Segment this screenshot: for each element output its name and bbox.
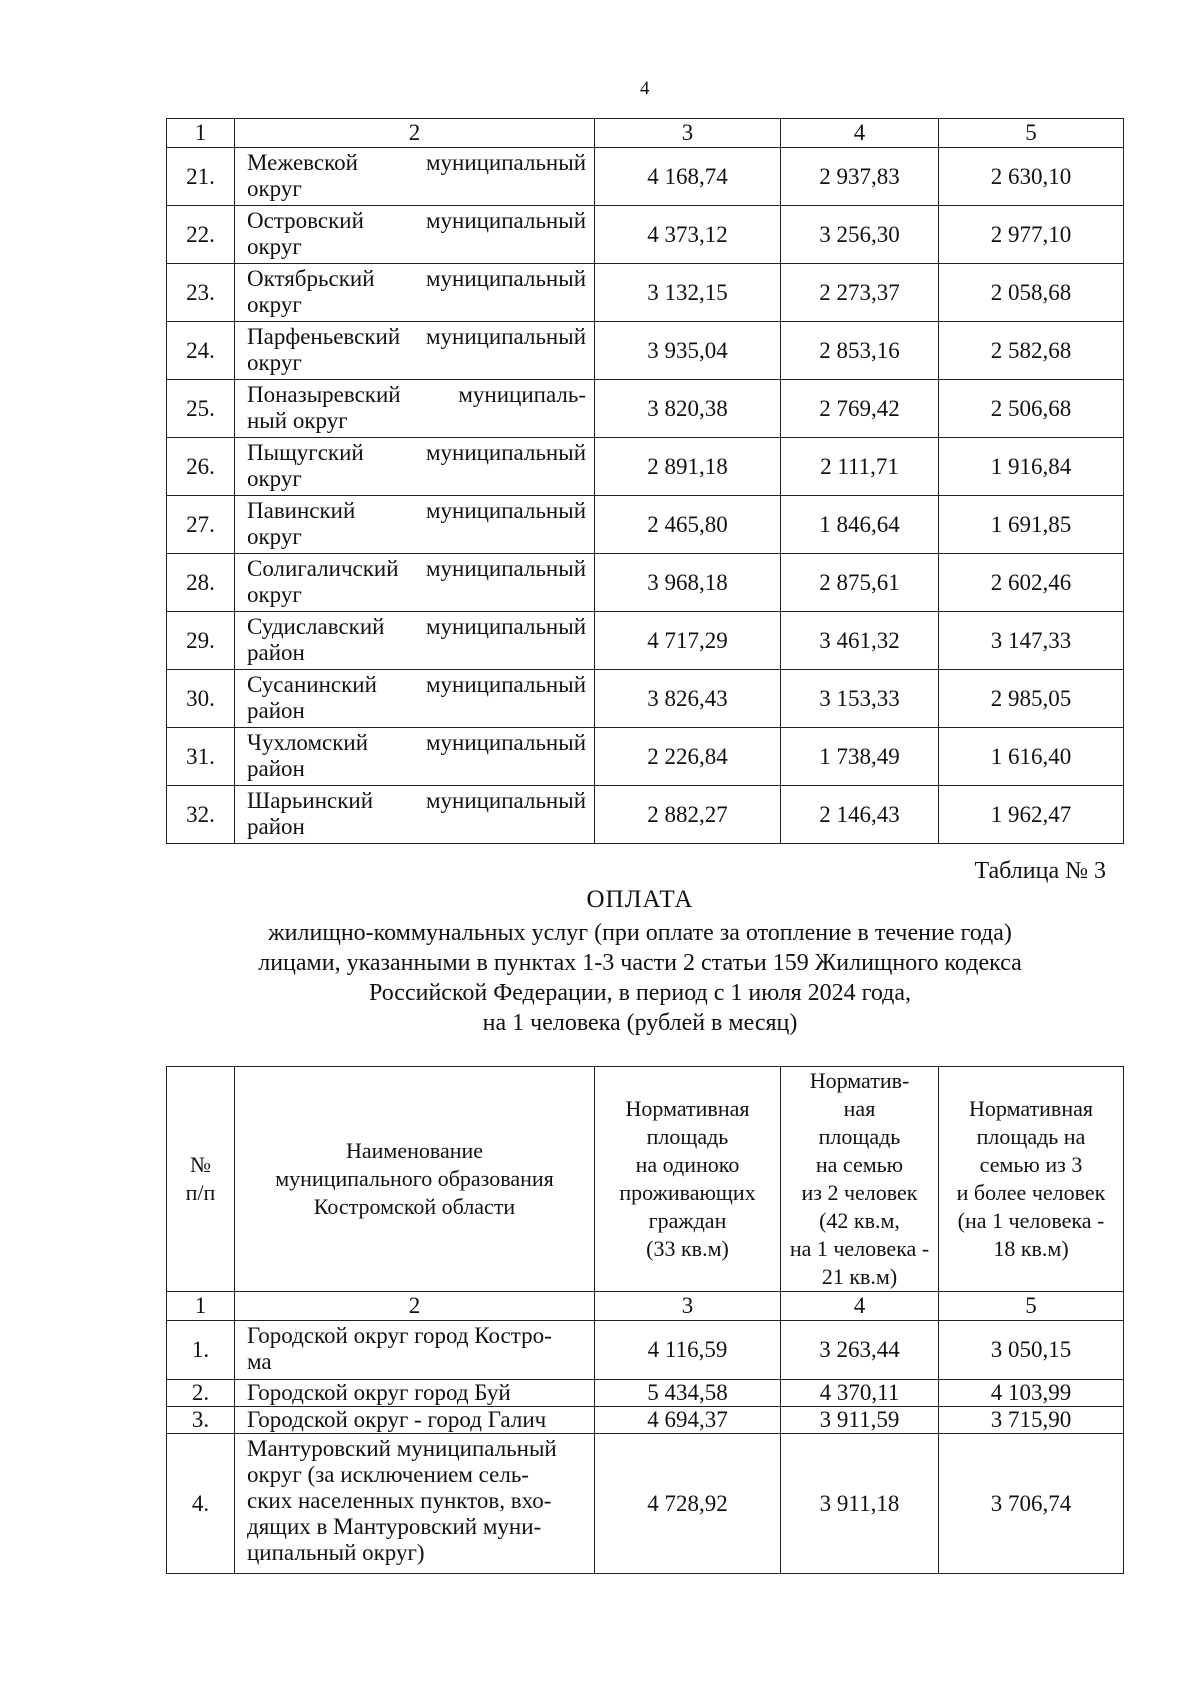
- index-cell: 3: [595, 1292, 781, 1321]
- name-line: Городской округ город Костро-: [247, 1323, 552, 1348]
- table-label: Таблица № 3: [974, 858, 1106, 884]
- name-part: муниципальный: [425, 498, 586, 523]
- municipality-name: [235, 1407, 595, 1434]
- header-line: 18 кв.м): [993, 1236, 1069, 1261]
- row-number: 27.: [167, 496, 235, 554]
- table-3-header-row: [167, 1067, 1124, 1292]
- table-row: [167, 496, 1124, 554]
- row-number: 2.: [167, 1380, 235, 1407]
- name-part: Октябрьский: [247, 266, 375, 291]
- row-number: 29.: [167, 612, 235, 670]
- table-row: [167, 206, 1124, 264]
- value-single: 2 465,80: [595, 496, 781, 554]
- name-part: округ: [247, 582, 302, 607]
- row-number: 23.: [167, 264, 235, 322]
- index-cell: 4: [781, 1292, 939, 1321]
- row-number: 25.: [167, 380, 235, 438]
- municipality-name: [235, 322, 595, 380]
- row-number: 24.: [167, 322, 235, 380]
- value-single: 3 968,18: [595, 554, 781, 612]
- value-three: 2 506,68: [939, 380, 1124, 438]
- name-part: район: [247, 756, 305, 781]
- header-number-cell: [167, 1067, 235, 1292]
- value-three: 3 147,33: [939, 612, 1124, 670]
- header-line: (на 1 человека -: [957, 1208, 1105, 1233]
- table-row: [167, 612, 1124, 670]
- value-three: 2 985,05: [939, 670, 1124, 728]
- header-cell: 5: [939, 119, 1124, 148]
- header-line: (42 кв.м,: [819, 1208, 900, 1233]
- header-area-three-cell: [939, 1067, 1124, 1292]
- value-two: 2 937,83: [781, 148, 939, 206]
- subtitle-line: лицами, указанными в пунктах 1-3 части 2 статьи 159 Жилищного кодекса: [258, 950, 1022, 976]
- header-line: Нормативная: [969, 1096, 1093, 1121]
- value-single: 4 168,74: [595, 148, 781, 206]
- municipality-name: [235, 264, 595, 322]
- value-two: 2 875,61: [781, 554, 939, 612]
- municipality-name: [235, 206, 595, 264]
- value-single: 4 694,37: [595, 1407, 781, 1434]
- header-line: 21 кв.м): [821, 1264, 898, 1289]
- municipality-name: [235, 786, 595, 844]
- header-line: площадь на: [976, 1124, 1086, 1149]
- name-part: округ: [247, 466, 302, 491]
- row-number: 30.: [167, 670, 235, 728]
- header-line: п/п: [185, 1180, 216, 1205]
- name-part: район: [247, 814, 305, 839]
- row-number: 3.: [167, 1407, 235, 1434]
- table-row: [167, 728, 1124, 786]
- name-part: округ: [247, 176, 302, 201]
- header-line: Наименование: [345, 1138, 484, 1163]
- name-part: муниципальный: [425, 614, 586, 639]
- subtitle-line: на 1 человека (рублей в месяц): [482, 1010, 798, 1036]
- name-part: Межевской: [247, 150, 358, 175]
- value-single: 4 373,12: [595, 206, 781, 264]
- name-part: Шарьинский: [247, 788, 374, 813]
- value-three: 1 962,47: [939, 786, 1124, 844]
- table-3-index-row: [167, 1292, 1124, 1321]
- value-two: 3 256,30: [781, 206, 939, 264]
- value-single: 3 132,15: [595, 264, 781, 322]
- index-cell: 2: [235, 1292, 595, 1321]
- name-line: Городской округ город Буй: [247, 1380, 511, 1405]
- value-two: 1 738,49: [781, 728, 939, 786]
- name-part: Сусанинский: [247, 672, 377, 697]
- municipality-name: [235, 612, 595, 670]
- value-single: 2 891,18: [595, 438, 781, 496]
- name-part: Чухломский: [247, 730, 369, 755]
- row-number: 21.: [167, 148, 235, 206]
- name-part: муниципальный: [425, 730, 586, 755]
- table-row: [167, 670, 1124, 728]
- name-line: ских населенных пунктов, вхо-: [247, 1488, 552, 1513]
- municipality-name: [235, 1380, 595, 1407]
- value-two: 2 111,71: [781, 438, 939, 496]
- value-three: 1 916,84: [939, 438, 1124, 496]
- row-number: 1.: [167, 1321, 235, 1380]
- table-row: [167, 380, 1124, 438]
- row-number: 32.: [167, 786, 235, 844]
- name-part: Островский: [247, 208, 364, 233]
- name-part: муниципальный: [425, 208, 586, 233]
- table-row: [167, 264, 1124, 322]
- table-row: [167, 148, 1124, 206]
- value-three: 3 050,15: [939, 1321, 1124, 1380]
- header-name-cell: [235, 1067, 595, 1292]
- municipality-name: [235, 554, 595, 612]
- name-part: муниципальный: [425, 266, 586, 291]
- subtitle-line: жилищно-коммунальных услуг (при оплате за отопление в течение года): [268, 920, 1012, 946]
- header-cell: 3: [595, 119, 781, 148]
- value-three: 2 977,10: [939, 206, 1124, 264]
- value-two: 2 273,37: [781, 264, 939, 322]
- value-two: 3 263,44: [781, 1321, 939, 1380]
- name-part: муниципаль-: [458, 382, 586, 407]
- name-part: муниципальный: [425, 440, 586, 465]
- value-single: 4 728,92: [595, 1434, 781, 1574]
- header-cell: 2: [235, 119, 595, 148]
- row-number: 26.: [167, 438, 235, 496]
- row-number: 4.: [167, 1434, 235, 1574]
- value-two: 3 911,59: [781, 1407, 939, 1434]
- header-line: на семью: [815, 1152, 904, 1177]
- name-part: Поназыревский: [247, 382, 401, 407]
- municipality-name: [235, 670, 595, 728]
- value-single: 5 434,58: [595, 1380, 781, 1407]
- name-part: Судиславский: [247, 614, 385, 639]
- header-area-two-cell: [781, 1067, 939, 1292]
- name-part: район: [247, 640, 305, 665]
- header-cell: 1: [167, 119, 235, 148]
- name-part: Парфеньевский: [247, 324, 401, 349]
- row-number: 22.: [167, 206, 235, 264]
- header-line: площадь: [818, 1124, 901, 1149]
- name-part: муниципальный: [425, 672, 586, 697]
- top-table: [166, 118, 1124, 844]
- value-single: 2 882,27: [595, 786, 781, 844]
- value-single: 3 820,38: [595, 380, 781, 438]
- table-row: [167, 1407, 1124, 1434]
- value-two: 4 370,11: [781, 1380, 939, 1407]
- header-line: (33 кв.м): [646, 1236, 729, 1261]
- index-cell: 5: [939, 1292, 1124, 1321]
- header-line: ная: [843, 1096, 876, 1121]
- name-line: Городской округ - город Галич: [247, 1407, 547, 1432]
- value-three: 4 103,99: [939, 1380, 1124, 1407]
- value-two: 3 911,18: [781, 1434, 939, 1574]
- header-line: на одиноко: [635, 1152, 740, 1177]
- name-line: ципальный округ): [247, 1540, 425, 1565]
- name-part: округ: [247, 524, 302, 549]
- row-number: 28.: [167, 554, 235, 612]
- name-part: Солигаличский: [247, 556, 399, 581]
- header-line: Норматив-: [809, 1068, 910, 1093]
- page-number: 4: [640, 78, 650, 99]
- name-part: Павинский: [247, 498, 356, 523]
- value-single: 4 116,59: [595, 1321, 781, 1380]
- name-part: Пыщугский: [247, 440, 364, 465]
- name-part: район: [247, 698, 305, 723]
- name-part: муниципальный: [425, 788, 586, 813]
- subtitle-line: Российской Федерации, в период с 1 июля 2024 года,: [368, 980, 912, 1006]
- name-part: муниципальный: [425, 324, 586, 349]
- value-three: 3 706,74: [939, 1434, 1124, 1574]
- header-line: проживающих: [619, 1180, 756, 1205]
- header-line: на 1 человека -: [789, 1236, 930, 1261]
- name-part: округ: [247, 350, 302, 375]
- header-line: площадь: [646, 1124, 729, 1149]
- table-3: [166, 1066, 1124, 1574]
- value-three: 1 691,85: [939, 496, 1124, 554]
- value-three: 2 582,68: [939, 322, 1124, 380]
- header-line: муниципального образования: [275, 1166, 554, 1191]
- value-two: 2 853,16: [781, 322, 939, 380]
- table-row: [167, 1321, 1124, 1380]
- index-cell: 1: [167, 1292, 235, 1321]
- value-two: 2 146,43: [781, 786, 939, 844]
- value-single: 2 226,84: [595, 728, 781, 786]
- value-two: 1 846,64: [781, 496, 939, 554]
- value-two: 3 461,32: [781, 612, 939, 670]
- municipality-name: [235, 496, 595, 554]
- header-line: Костромской области: [313, 1194, 516, 1219]
- name-line: Мантуровский муниципальный: [247, 1436, 557, 1461]
- value-three: 2 602,46: [939, 554, 1124, 612]
- value-single: 3 826,43: [595, 670, 781, 728]
- header-line: из 2 человек: [801, 1180, 918, 1205]
- row-number: 31.: [167, 728, 235, 786]
- table-subtitle: [0, 918, 1200, 1038]
- name-part: муниципальный: [425, 556, 586, 581]
- municipality-name: [235, 1321, 595, 1380]
- header-line: Нормативная: [625, 1096, 750, 1121]
- name-part: ный округ: [247, 408, 348, 433]
- name-part: муниципальный: [425, 150, 586, 175]
- municipality-name: [235, 1434, 595, 1574]
- value-two: 3 153,33: [781, 670, 939, 728]
- value-three: 2 058,68: [939, 264, 1124, 322]
- header-line: граждан: [648, 1208, 727, 1233]
- value-three: 1 616,40: [939, 728, 1124, 786]
- table-row: [167, 554, 1124, 612]
- municipality-name: [235, 728, 595, 786]
- header-line: семью из 3: [979, 1152, 1083, 1177]
- municipality-name: [235, 380, 595, 438]
- header-line: №: [190, 1152, 211, 1177]
- table-row: [167, 322, 1124, 380]
- value-two: 2 769,42: [781, 380, 939, 438]
- name-line: дящих в Мантуровский муни-: [247, 1514, 542, 1539]
- name-line: ма: [247, 1349, 272, 1374]
- header-cell: 4: [781, 119, 939, 148]
- header-area-single-cell: [595, 1067, 781, 1292]
- table-row: [167, 1434, 1124, 1574]
- value-three: 3 715,90: [939, 1407, 1124, 1434]
- name-line: округ (за исключением сель-: [247, 1462, 529, 1487]
- table-row: [167, 438, 1124, 496]
- municipality-name: [235, 438, 595, 496]
- value-single: 3 935,04: [595, 322, 781, 380]
- value-single: 4 717,29: [595, 612, 781, 670]
- table-row: [167, 786, 1124, 844]
- name-part: округ: [247, 292, 302, 317]
- municipality-name: [235, 148, 595, 206]
- table-header-row: [167, 119, 1124, 148]
- name-part: округ: [247, 234, 302, 259]
- value-three: 2 630,10: [939, 148, 1124, 206]
- table-row: [167, 1380, 1124, 1407]
- table-title: ОПЛАТА: [586, 886, 694, 913]
- header-line: и более человек: [956, 1180, 1106, 1205]
